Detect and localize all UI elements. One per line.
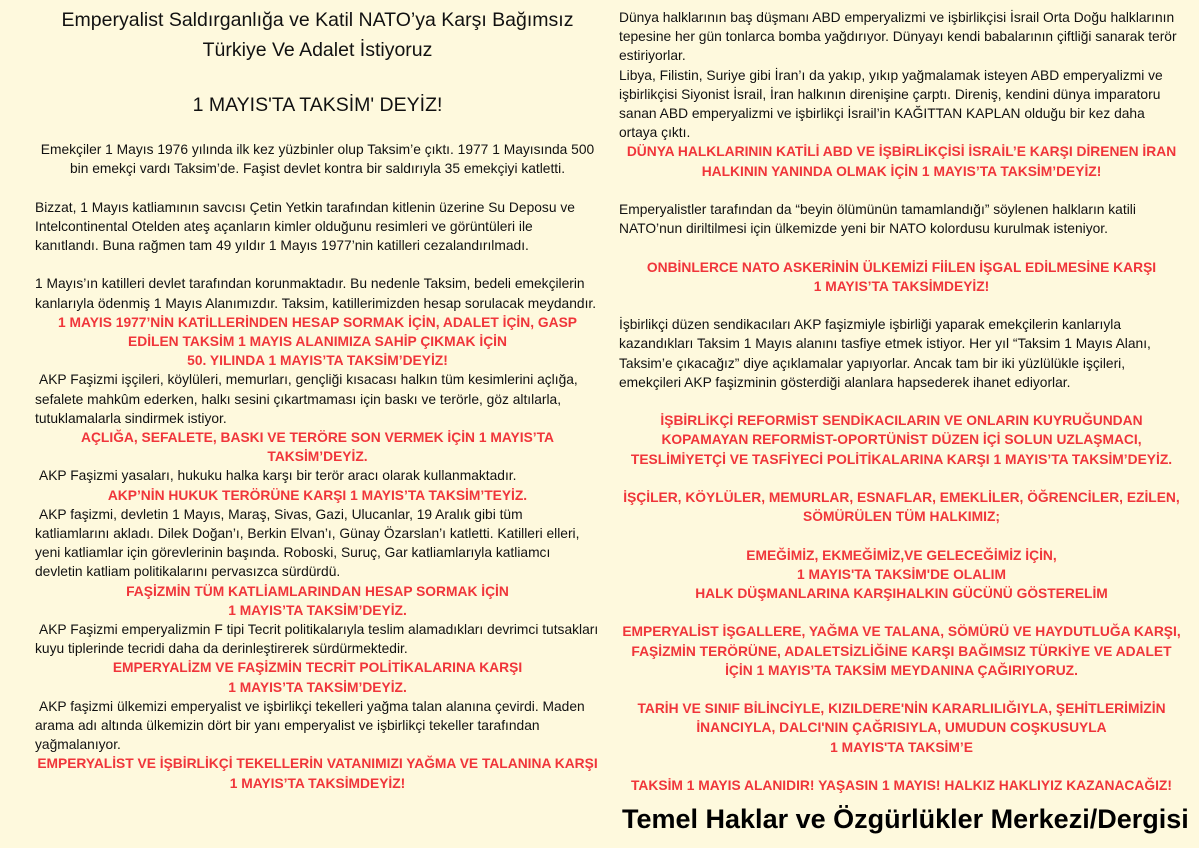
signature: Temel Haklar ve Özgürlükler Merkezi/Dergisi [622, 804, 1189, 834]
paragraph: Bizzat, 1 Mayıs katliamının savcısı Çetin Yetkin tarafından kitlenin üzerine Su Deposu ve Intelcontinental Otelden ateş açanların kimler olduğunu resimleri ve görüntüleri ile kanıtlandı. Buna rağmen tam 49 yıldır 1 Mayıs 1977’nin katilleri cezalandırılmadı. [35, 199, 575, 253]
paragraph: Dünya halklarının baş düşmanı ABD emperyalizmi ve işbirlikçisi İsrail Orta Doğu halklarının tepesine her gün tonlarca bomba yağdırıyor. Dünyayı kendi babalarının çiftliği sanarak terör estiriyorlar. [619, 10, 1177, 64]
page-title [35, 5, 600, 65]
slogan: EMEĞİMİZ, EKMEĞİMİZ,VE GELECEĞİMİZ İÇİN, [746, 547, 1057, 563]
slogan: İŞBİRLİKÇİ REFORMİST SENDİKACILARIN VE ONLARIN KUYRUĞUNDAN KOPAMAYAN REFORMİST-OPORTÜNİST DÜZEN İÇİ SOLUN UZLAŞMACI, TESLİMİYETÇİ VE TASFİYECİ POLİTİKALARINA KARŞI 1 MAYIS’TA TAKSİM’DEYİZ. [630, 413, 1173, 467]
slogan: AKP’NİN HUKUK TERÖRÜNE KARŞI 1 MAYIS’TA TAKSİM’TEYİZ. [107, 487, 528, 503]
slogan: 1 MAYIS’TA TAKSİM’DEYİZ. [228, 602, 407, 618]
slogan: TARİH VE SINIF BİLİNCİYLE, KIZILDERE'NİN KARARLILIĞIYLA, ŞEHİTLERİMİZİN İNANCIYLA, DALCI'NIN ÇAĞRISIYLA, UMUDUN COŞKUSUYLA [637, 701, 1166, 736]
slogan: 50. YILINDA 1 MAYIS’TA TAKSİM’DEYİZ! [187, 353, 448, 369]
paragraph: AKP Faşizmi yasaları, hukuku halka karşı bir terör aracı olarak kullanmaktadır. [39, 468, 517, 484]
title-line-1: Emperyalist Saldırganlığa ve Katil NATO’ya Karşı Bağımsız [61, 9, 574, 31]
paragraph: AKP faşizmi ülkemizi emperyalist ve işbirlikçi tekelleri yağma talan alanına çevirdi. Maden arama adı altında ülkemizin dört bir yanı emperyalist ve işbirlikçi tekeller tarafından yağmalanıyor. [35, 698, 585, 753]
paragraph: 1 Mayıs’ın katilleri devlet tarafından korunmaktadır. Bu nedenle Taksim, bedeli emekçilerin kanlarıyla ödenmiş 1 Mayıs Alanımızdır. Taksim, katillerimizden hesap sorulacak meydandır. [35, 276, 597, 311]
left-column [35, 0, 600, 793]
slogan: ONBİNLERCE NATO ASKERİNİN ÜLKEMİZİ FİİLEN İŞGAL EDİLMESİNE KARŞI [646, 259, 1157, 275]
right-column [619, 8, 1184, 795]
slogan: TAKSİM 1 MAYIS ALANIDIR! YAŞASIN 1 MAYIS! HALKIZ HAKLIYIZ KAZANACAĞIZ! [631, 777, 1172, 793]
slogan: FAŞİZMİN TÜM KATLİAMLARINDAN HESAP SORMAK İÇİN [126, 583, 509, 599]
paragraph: Libya, Filistin, Suriye gibi İran’ı da yakıp, yıkıp yağmalamak isteyen ABD emperyalizmi ve işbirlikçisi Siyonist İsrail, İran halkının direnişine çarptı. Direniş, kendini dünya imparatoru sanan ABD emperyalizmi ve işbirlikçi İsrail’in KAĞITTAN KAPLAN olduğu bir kez daha ortaya çıktı. [619, 67, 1163, 141]
paragraph: Emperyalistler tarafından da “beyin ölümünün tamamlandığı” söylenen halkların katili NATO’nun diriltilmesi için ülkemizde yeni bir NATO kolordusu kurulmak isteniyor. [619, 202, 1136, 237]
slogan: EMPERYALİST İŞGALLERE, YAĞMA VE TALANA, SÖMÜRÜ VE HAYDUTLUĞA KARŞI, FAŞİZMİN TERÖRÜNE, ADALETSİZLİĞİNE KARŞI BAĞIMSIZ TÜRKİYE VE ADALET İÇİN 1 MAYIS’TA TAKSİM MEYDANINA ÇAĞIRIYORUZ. [622, 624, 1181, 678]
slogan: EMPERYALİZM VE FAŞİZMİN TECRİT POLİTİKALARINA KARŞI [112, 660, 523, 676]
slogan: 1 MAYIS'TA TAKSİM’E [830, 739, 973, 755]
slogan: 1 MAYIS’TA TAKSİMDEYİZ! [813, 278, 990, 294]
slogan: HALK DÜŞMANLARINA KARŞIHALKIN GÜCÜNÜ GÖSTERELİM [695, 586, 1108, 601]
slogan: 1 MAYIS 1977’NİN KATİLLERİNDEN HESAP SORMAK İÇİN, ADALET İÇİN, GASP EDİLEN TAKSİM 1 MAYIS ALANIMIZA SAHİP ÇIKMAK İÇİN [58, 314, 577, 349]
title-line-2: Türkiye Ve Adalet İstiyoruz [202, 39, 433, 61]
paragraph: AKP Faşizmi emperyalizmin F tipi Tecrit politikalarıyla teslim alamadıkları devrimci tutsakları kuyu tiplerinde tecridi daha da derinleştirerek sürdürmektedir. [35, 622, 599, 657]
slogan: AÇLIĞA, SEFALETE, BASKI VE TERÖRE SON VERMEK İÇİN 1 MAYIS’TA TAKSİM’DEYİZ. [81, 430, 554, 465]
paragraph: İşbirlikçi düzen sendikacıları AKP faşizmiyle işbirliği yaparak emekçilerin kanlarıyla kazandıkları Taksim 1 Mayıs alanını tasfiye etmek istiyor. Her yıl “Taksim 1 Mayıs Alanı, Taksim’e çıkacağız” diye açıklamalar yapıyorlar. Ancak tam bir iki yüzlülükle işçileri, emekçileri AKP faşizminin gösterdiği alanlara hapsederek ihanet ediyorlar. [619, 317, 1151, 390]
paragraph: AKP Faşizmi işçileri, köylüleri, memurları, gençliği kısacası halkın tüm kesimlerini açlığa, sefalete mahkûm ederken, halkı sesini çıkartmaması için baskı ve terörle, göz altılarla, tutuklamalarla sindirmek istiyor. [35, 372, 578, 426]
slogan: DÜNYA HALKLARININ KATİLİ ABD VE İŞBİRLİKÇİSİ İSRAİL’E KARŞI DİRENEN İRAN HALKININ YANINDA OLMAK İÇİN 1 MAYIS’TA TAKSİM’DEYİZ! [626, 144, 1177, 179]
slogan: EMPERYALİST VE İŞBİRLİKÇİ TEKELLERİN VATANIMIZI YAĞMA VE TALANINA KARŞI 1 MAYIS’TA TAKSİMDEYİZ! [37, 756, 598, 791]
slogan: 1 MAYIS'TA TAKSİM'DE OLALIM [797, 566, 1006, 582]
headline: 1 MAYIS'TA TAKSİM' DEYİZ! [192, 94, 443, 116]
slogan: 1 MAYIS’TA TAKSİM’DEYİZ. [228, 679, 407, 695]
paragraph: AKP faşizmi, devletin 1 Mayıs, Maraş, Sivas, Gazi, Ulucanlar, 19 Aralık gibi tüm katliamlarını akladı. Dilek Doğan’ı, Berkin Elvan’ı, Günay Özarslan’ı katletti. Katilleri elleri, yeni katliamlar için görevlerinin başında. Roboski, Suruç, Gar katliamlarıyla katliamcı devletin katliam politikalarını pervasızca sürdürdü. [35, 506, 580, 580]
slogan: İŞÇİLER, KÖYLÜLER, MEMURLAR, ESNAFLAR, EMEKLİLER, ÖĞRENCİLER, EZİLEN, SÖMÜRÜLEN TÜM HALKIMIZ; [623, 490, 1180, 525]
paragraph: Emekçiler 1 Mayıs 1976 yılında ilk kez yüzbinler olup Taksim’e çıktı. 1977 1 Mayısında 500 bin emekçi vardı Taksim’de. Faşist devlet kontra bir saldırıyla 35 emekçiyi katletti. [40, 142, 595, 177]
